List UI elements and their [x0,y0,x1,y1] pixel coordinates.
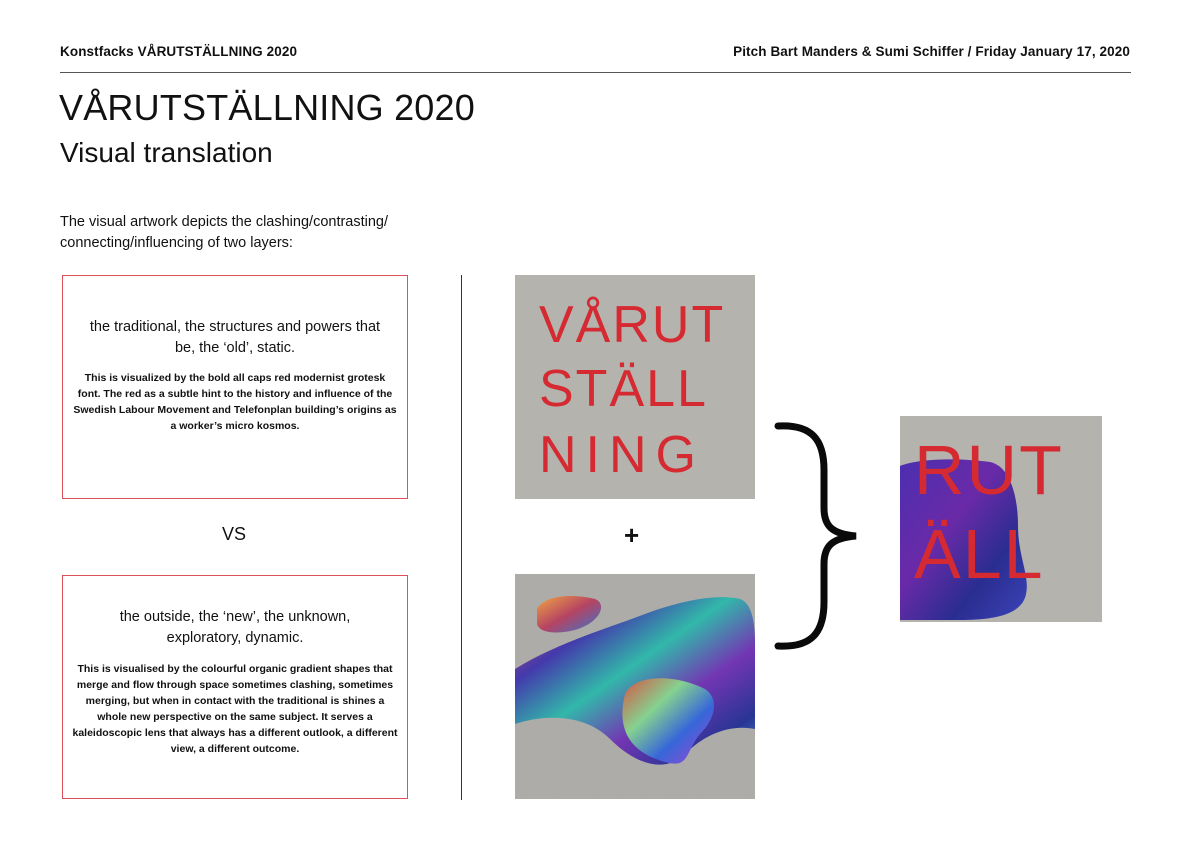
versus-label: VS [222,524,247,544]
header-divider [60,72,1131,73]
new-layer-heading: the outside, the ‘new’, the unknown, exploratory, dynamic. [119,609,351,646]
curly-brace-icon [772,418,862,654]
plus-sign: + [624,520,640,550]
traditional-layer-heading: the traditional, the structures and powers that be, the ‘old’, static. [89,319,381,356]
new-layer-description: This is visualised by the colourful organic gradient shapes that merge and flow through space sometimes clashing, sometimes merging, but when in contact with the traditional is shines a whole new perspective on the same subject. It serves a kaleidoscopic lens that always has a different outlook, a different view, a different outcome. [72,663,398,755]
page-title: VÅRUTSTÄLLNING 2020 [59,87,475,128]
merged-artwork [900,416,1102,622]
intro-paragraph: The visual artwork depicts the clashing/contrasting/ connecting/influencing of two layers: [60,214,389,251]
vertical-divider [461,275,462,800]
new-layer-box [62,575,408,799]
gradient-shapes-artwork [515,574,755,799]
artwork-line-1: VÅRUT [539,296,726,354]
traditional-layer-box [62,275,408,499]
typography-artwork [515,275,755,499]
gradient-shapes-image [515,574,755,799]
header-left-text: Konstfacks VÅRUTSTÄLLNING 2020 [60,44,298,59]
artwork-line-3: NING [539,426,705,484]
artwork-line-2: STÄLL [539,360,708,418]
merged-line-1: RUT [914,431,1064,509]
traditional-layer-description: This is visualized by the bold all caps red modernist grotesk font. The red as a subtle hint to the history and influence of the Swedish Labour Movement and Telefonplan building’s origins as a worker’s micro kosmos. [73,372,397,432]
page-subtitle: Visual translation [60,137,273,168]
merged-line-2: ÄLL [914,515,1045,593]
header-right-text: Pitch Bart Manders & Sumi Schiffer / Friday January 17, 2020 [733,44,1130,59]
